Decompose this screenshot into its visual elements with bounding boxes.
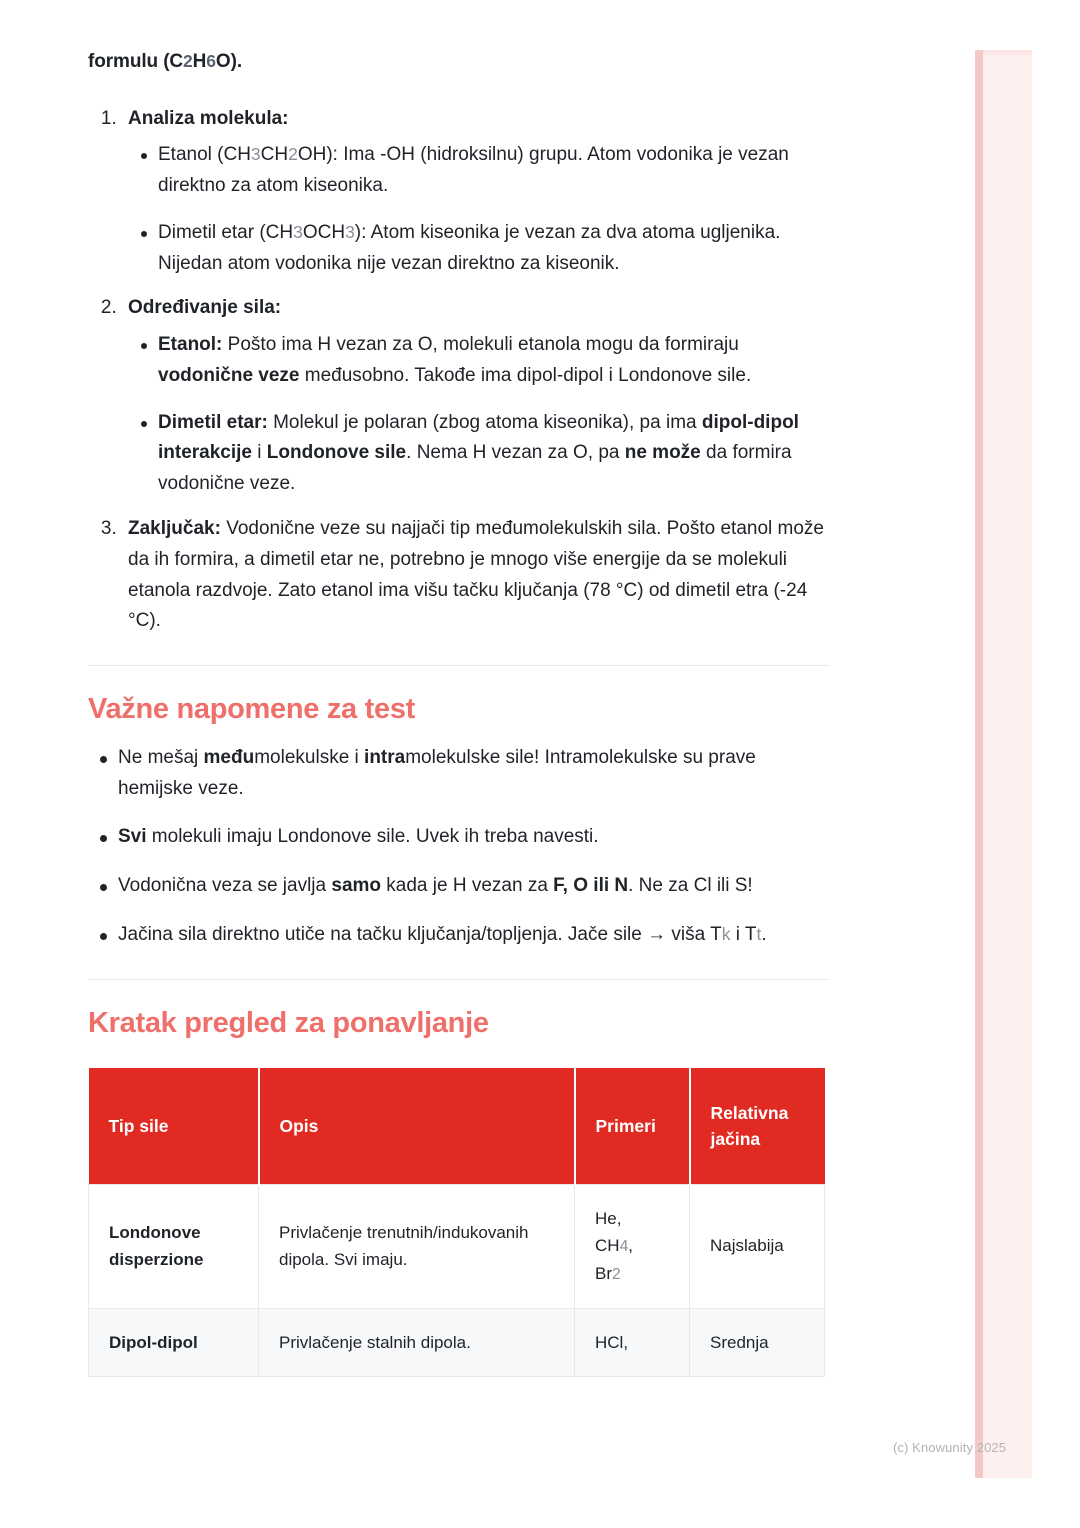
bullet-text-part: OH): Ima -OH (hidroksilnu) grupu. Atom vodonika je vezan direktno za atom kiseonika.: [158, 144, 789, 197]
step-item-3: [122, 514, 836, 637]
copyright-watermark: (c) Knowunity 2025: [893, 1440, 1007, 1455]
bullet-lead-label: Etanol:: [158, 334, 223, 356]
subscript-2: 2: [612, 1266, 621, 1284]
primeri-line: Br: [595, 1264, 612, 1284]
bullet-text-part: OCH: [302, 221, 346, 243]
bullet-lead-label: Dimetil etar:: [158, 411, 268, 433]
bullet-text-part: Etanol (CH: [158, 144, 251, 166]
table-header-row: [89, 1068, 825, 1184]
lead-line-mid: H: [192, 51, 207, 72]
subscript-k: k: [721, 923, 731, 944]
note-text-part: kada je H vezan za: [381, 875, 554, 897]
note-text-part: Jačina sila direktno utiče na tačku ključanja/topljenja. Jače sile → viša T: [118, 923, 722, 945]
notes-list: [88, 743, 836, 951]
step-1-title: Analiza molekula:: [128, 107, 289, 129]
step-2-title: Određivanje sila:: [128, 297, 282, 319]
step-3-body: Vodonične veze su najjači tip međumolekulskih sila. Pošto etanol može da ih formira, a dimetil etar ne, potrebno je mnogo više energije da se molekuli etanola razdvoje. Zato etanol ima višu tačku ključanja (78 °C) od dimetil etra (-24 °C).: [128, 517, 824, 632]
cell-tip-sile: Londonove disperzione: [89, 1184, 259, 1308]
bullet-text-part: Molekul je polaran (zbog atoma kiseonika), pa ima: [267, 411, 702, 433]
step-2-bullets: [128, 330, 836, 500]
right-side-pink-panel: [975, 50, 1032, 1478]
cell-primeri: [575, 1184, 690, 1308]
primeri-line: CH: [595, 1236, 620, 1256]
table-header-opis: Opis: [259, 1068, 575, 1184]
summary-table: [88, 1068, 825, 1377]
subscript-3: 3: [250, 144, 261, 165]
step-1-bullet-1: [158, 140, 836, 202]
bullet-bold-part: vodonične veze: [158, 364, 300, 386]
note-bold-part: intra: [364, 746, 406, 768]
note-item-3: [118, 871, 836, 902]
notes-section-title: Važne napomene za test: [88, 693, 416, 726]
note-text-part: Ne mešaj: [118, 746, 204, 768]
subscript-3: 3: [293, 221, 303, 242]
bullet-bold-part: Londonove sile: [266, 442, 407, 464]
summary-section-title: Kratak pregled za ponavljanje: [88, 1006, 489, 1039]
note-item-1: [118, 743, 836, 805]
cell-opis: Privlačenje stalnih dipola.: [259, 1308, 575, 1377]
bullet-text-part: međusobno. Takođe ima dipol-dipol i Londonove sile.: [299, 364, 752, 386]
cell-primeri: HCl,: [575, 1308, 690, 1377]
right-side-panel-edge: [975, 50, 983, 1478]
table-row: [89, 1184, 825, 1308]
bullet-text-part: da formira vodonične veze.: [158, 442, 792, 495]
steps-list: [88, 104, 836, 637]
right-side-panel-hairline: [983, 50, 1032, 55]
document-content: [88, 48, 836, 1377]
note-item-4: [118, 920, 836, 951]
bullet-text-part: Pošto ima H vezan za O, molekuli etanola mogu da formiraju: [222, 334, 739, 356]
note-text-part: . Ne za Cl ili S!: [628, 875, 753, 897]
step-1-bullet-2: [158, 218, 836, 280]
note-text-part: molekuli imaju Londonove sile. Uvek ih treba navesti.: [146, 826, 599, 848]
note-text-part: .: [761, 923, 767, 945]
table-header-primeri: Primeri: [575, 1068, 690, 1184]
section-divider-2: [88, 979, 830, 980]
bullet-bold-part: ne može: [624, 442, 701, 464]
note-bold-part: među: [203, 746, 255, 768]
table-header-tip-sile: Tip sile: [89, 1068, 259, 1184]
note-bold-part: F, O ili N: [553, 875, 629, 897]
note-text-part: i T: [730, 923, 757, 945]
note-item-2: [118, 822, 836, 853]
bullet-text-part: ): Atom kiseonika je vezan za dva atoma ugljenika. Nijedan atom vodonika nije vezan direktno za kiseonik.: [158, 221, 781, 274]
note-bold-part: samo: [331, 875, 382, 897]
bullet-text-part: i: [252, 442, 267, 464]
section-divider-1: [88, 665, 830, 666]
step-3-title: Zaključak:: [128, 517, 221, 539]
step-2-bullet-1: [158, 330, 836, 392]
bullet-text-part: CH: [260, 144, 289, 166]
note-text-part: molekulske sile! Intramolekulske su prave hemijske veze.: [118, 746, 756, 799]
lead-line: [88, 48, 836, 76]
subscript-4: 4: [619, 1238, 629, 1256]
table-header-relativna-jacina: Relativna jačina: [690, 1068, 825, 1184]
note-bold-part: Svi: [118, 826, 147, 848]
subscript-2: 2: [288, 144, 298, 165]
bullet-text-part: Dimetil etar (CH: [158, 221, 294, 243]
lead-line-subscript-6: 6: [206, 51, 216, 71]
cell-tip-sile: Dipol-dipol: [89, 1308, 259, 1377]
step-1-bullets: [128, 140, 836, 279]
step-item-1: [122, 104, 836, 280]
lead-line-suffix: O).: [215, 51, 243, 72]
bullet-bold-part: dipol-dipol interakcije: [158, 411, 799, 464]
bullet-text-part: . Nema H vezan za O, pa: [406, 442, 625, 464]
subscript-3: 3: [345, 221, 355, 242]
step-item-2: [122, 293, 836, 500]
cell-opis: Privlačenje trenutnih/indukovanih dipola. Svi imaju.: [259, 1184, 575, 1308]
step-2-bullet-2: [158, 408, 836, 500]
primeri-line: He,: [595, 1208, 622, 1228]
table-row: [89, 1308, 825, 1377]
note-text-part: molekulske i: [254, 746, 365, 768]
subscript-t: t: [756, 923, 762, 944]
primeri-line: ,: [628, 1236, 633, 1256]
cell-jacina: Najslabija: [690, 1184, 825, 1308]
note-text-part: Vodonična veza se javlja: [118, 875, 332, 897]
lead-line-subscript-2: 2: [183, 51, 193, 71]
lead-line-prefix: formulu (C: [88, 51, 184, 72]
cell-jacina: Srednja: [690, 1308, 825, 1377]
